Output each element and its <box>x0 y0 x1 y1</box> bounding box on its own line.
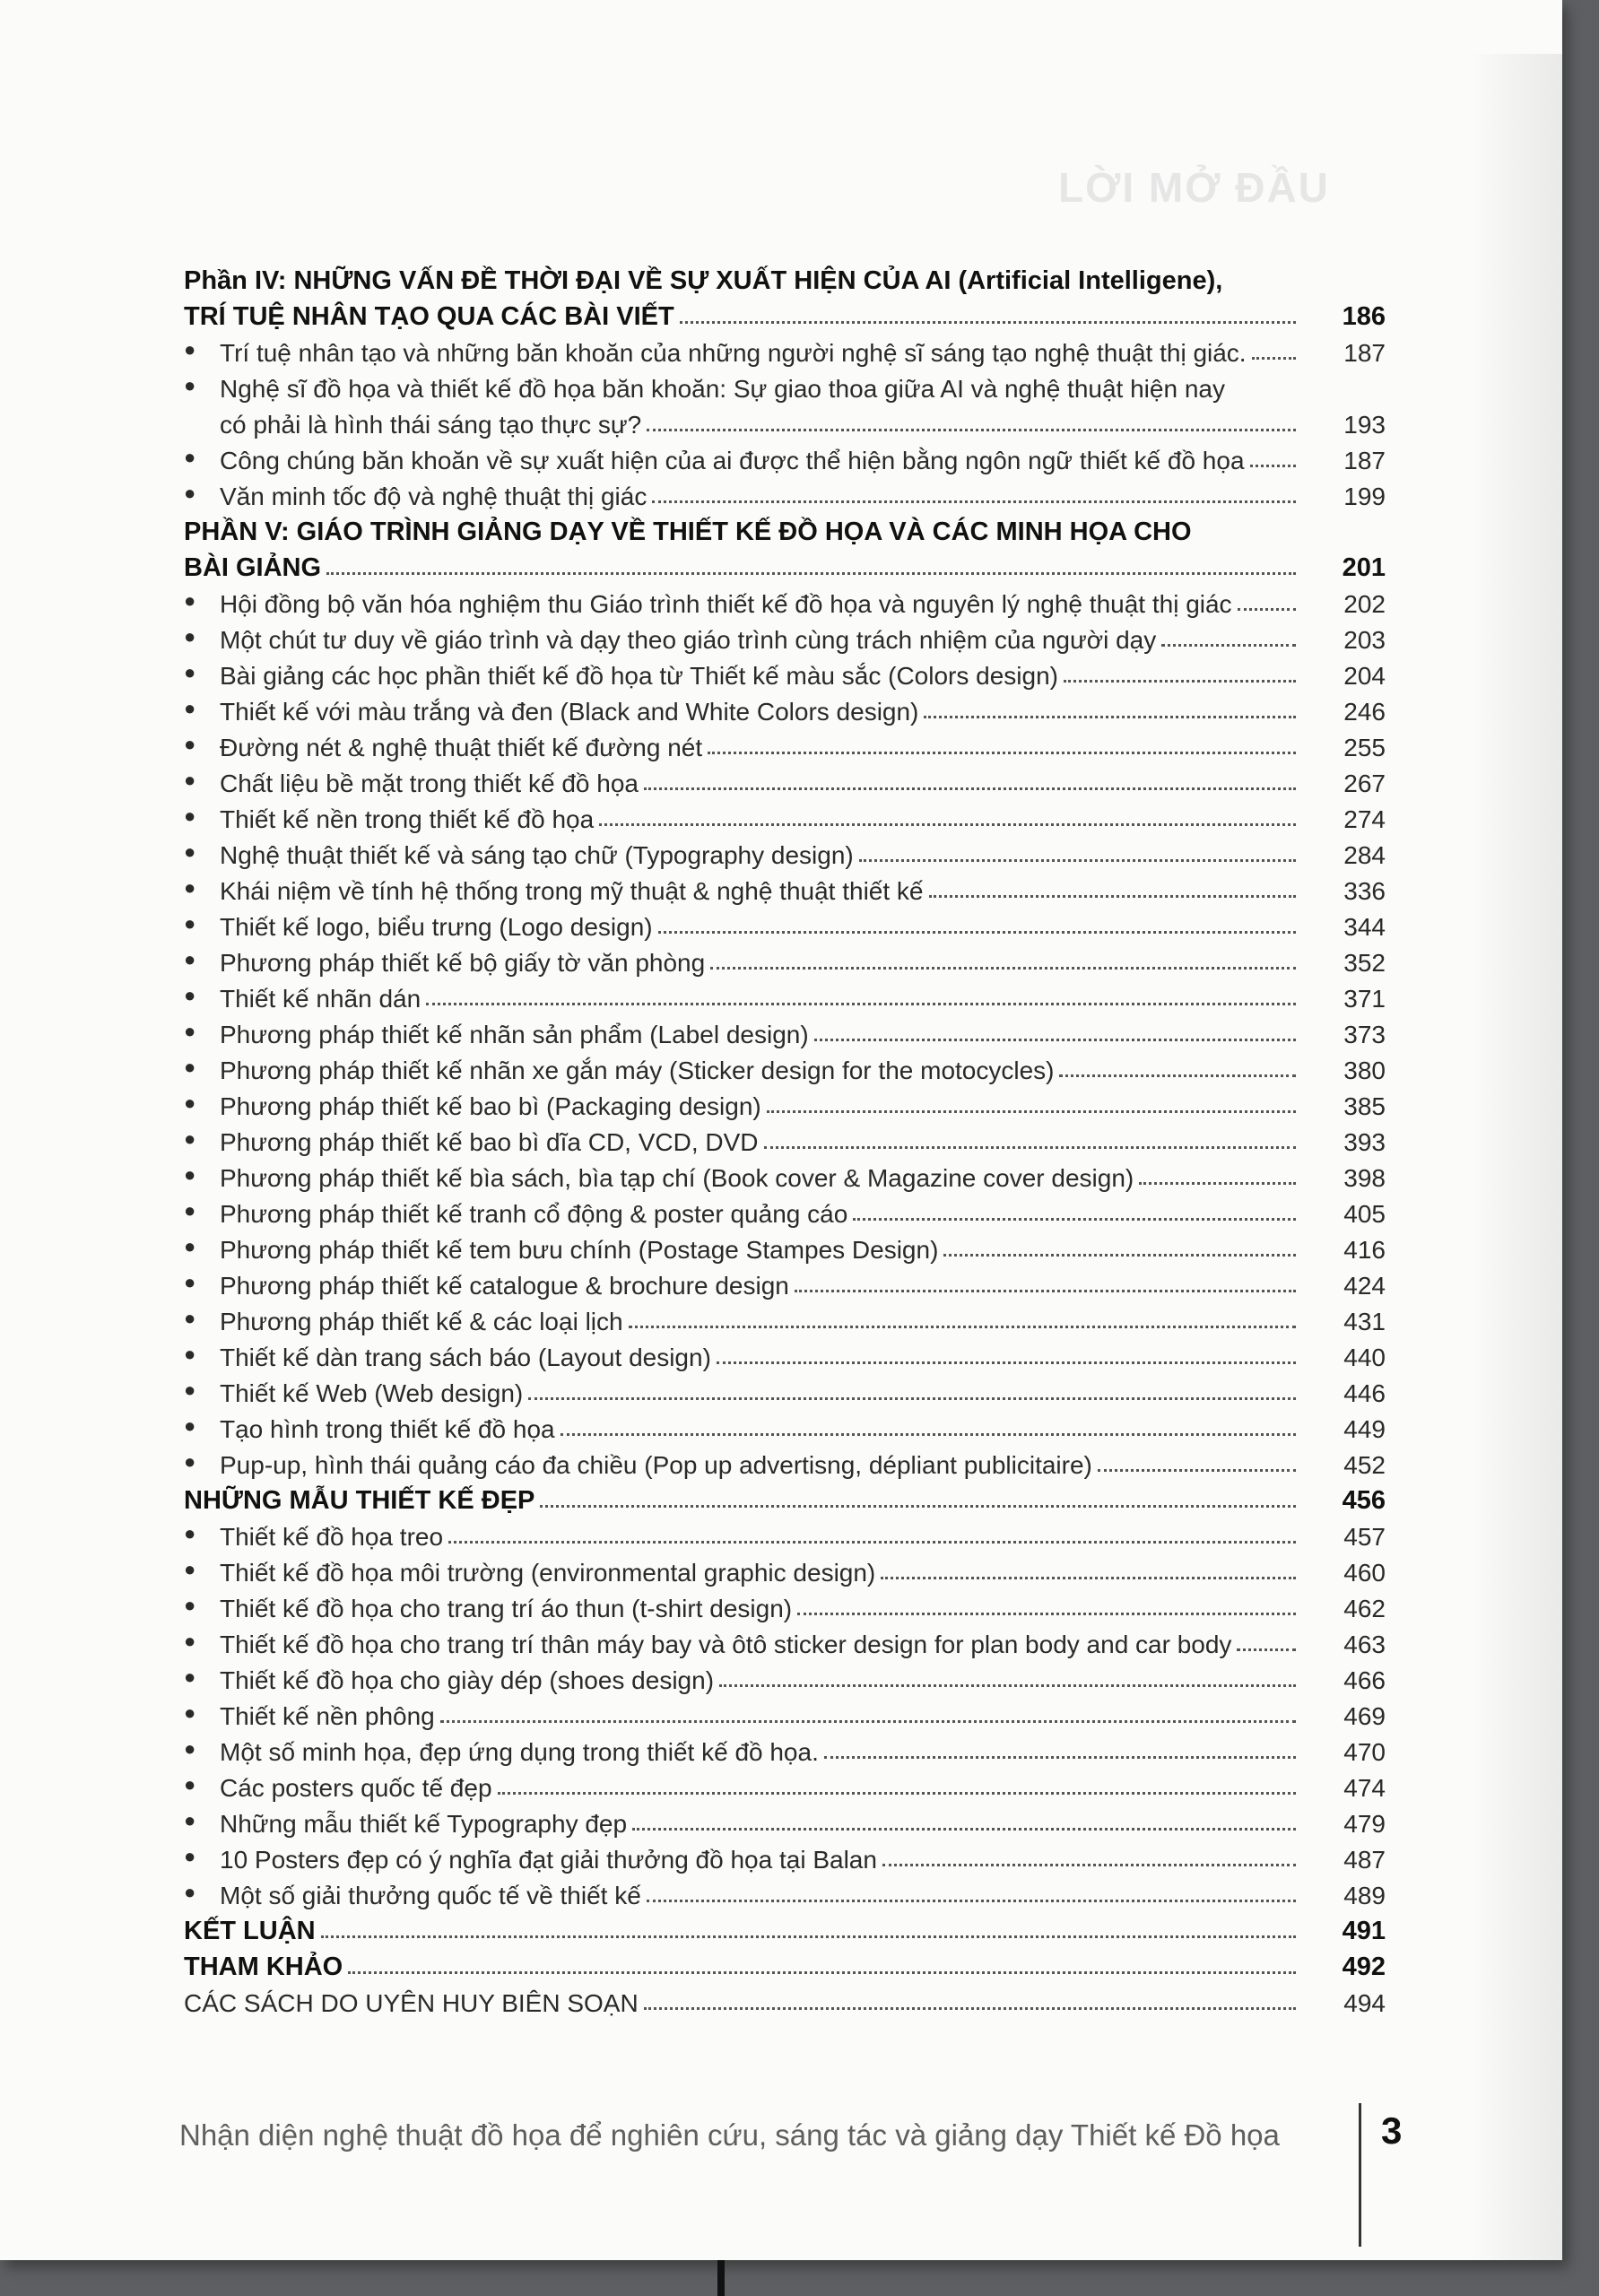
toc-entry-row <box>184 1659 1386 1695</box>
toc-entry-title: Pup-up, hình thái quảng cáo đa chiều (Pop up advertisng, dépliant publicitaire) <box>220 1451 1092 1479</box>
toc-entry-title: Các posters quốc tế đẹp <box>220 1774 492 1802</box>
bullet-icon: ● <box>184 984 196 1006</box>
toc-entry-row <box>184 1372 1386 1408</box>
dot-leader <box>498 1792 1296 1795</box>
toc-entry-title: Tạo hình trong thiết kế đồ họa <box>220 1415 555 1443</box>
toc-entry-title: TRÍ TUỆ NHÂN TẠO QUA CÁC BÀI VIẾT <box>184 302 674 331</box>
bullet-icon: ● <box>184 1235 196 1257</box>
dot-leader <box>853 1218 1296 1221</box>
toc-page-number: 398 <box>1343 1164 1386 1192</box>
dot-leader <box>348 1971 1296 1974</box>
toc-page-number: 385 <box>1343 1092 1386 1120</box>
toc-entry-row <box>184 655 1386 691</box>
toc-entry-title: Phương pháp thiết kế & các loại lịch <box>220 1308 623 1335</box>
toc-page-number: 487 <box>1343 1846 1386 1874</box>
toc-entry-title: Phương pháp thiết kế tem bưu chính (Postage Stampes Design) <box>220 1236 939 1264</box>
toc-page-number: 424 <box>1343 1272 1386 1300</box>
toc-entry-title: Thiết kế Web (Web design) <box>220 1379 524 1407</box>
bullet-icon: ● <box>184 733 196 755</box>
toc-entry-row <box>184 1013 1386 1049</box>
dot-leader <box>321 1935 1296 1938</box>
bullet-icon: ● <box>184 804 196 827</box>
toc-entry-title: Nghệ sĩ đồ họa và thiết kế đồ họa băn khoăn: Sự giao thoa giữa AI và nghệ thuật hiện nay <box>220 375 1225 403</box>
bullet-icon: ● <box>184 1414 196 1437</box>
toc-page-number: 187 <box>1343 339 1386 367</box>
toc-entry-row <box>184 1731 1386 1767</box>
toc-entry-title: Phương pháp thiết kế tranh cổ động & poster quảng cáo <box>220 1200 848 1228</box>
toc-page-number: 457 <box>1343 1523 1386 1551</box>
toc-entry-title: KẾT LUẬN <box>184 1917 316 1945</box>
bullet-icon: ● <box>184 374 196 396</box>
toc-page-number: 470 <box>1343 1738 1386 1766</box>
dot-leader <box>1250 465 1296 467</box>
dot-leader <box>717 1361 1296 1364</box>
dot-leader <box>814 1039 1296 1041</box>
toc-page-number: 460 <box>1343 1559 1386 1587</box>
toc-entry-row <box>184 1444 1386 1480</box>
toc-page-number: 204 <box>1343 662 1386 690</box>
toc-entry-title: Phương pháp thiết kế bìa sách, bìa tạp chí (Book cover & Magazine cover design) <box>220 1164 1134 1192</box>
toc-entry-title: Thiết kế nền phông <box>220 1702 435 1730</box>
dot-leader <box>797 1613 1296 1615</box>
bullet-icon: ● <box>184 1594 196 1616</box>
bullet-icon: ● <box>184 446 196 468</box>
toc-entry-title: Phương pháp thiết kế bao bì (Packaging design) <box>220 1092 761 1120</box>
dot-leader <box>528 1397 1296 1400</box>
toc-page-number: 494 <box>1343 1989 1386 2017</box>
dot-leader <box>644 2007 1296 2010</box>
dot-leader <box>1139 1182 1296 1185</box>
dot-leader <box>647 1900 1296 1902</box>
toc-heading-row <box>184 1946 1386 1982</box>
dot-leader <box>326 572 1296 575</box>
bullet-icon: ● <box>184 1701 196 1724</box>
toc-entry-row <box>184 583 1386 619</box>
page-number: 3 <box>1381 2109 1403 2152</box>
toc-entry-title: Thiết kế nhãn dán <box>220 985 421 1013</box>
toc-entry-title: Chất liệu bề mặt trong thiết kế đồ họa <box>220 770 639 797</box>
dot-leader <box>1059 1074 1296 1077</box>
toc-heading-row <box>184 296 1386 332</box>
bullet-icon: ● <box>184 1271 196 1293</box>
toc-entry-title: BÀI GIẢNG <box>184 553 322 582</box>
bullet-icon: ● <box>184 1343 196 1365</box>
toc-page-number: 491 <box>1342 1917 1386 1945</box>
toc-entry-row <box>184 834 1386 870</box>
toc-entry-title: Bài giảng các học phần thiết kế đồ họa từ Thiết kế màu sắc (Colors design) <box>220 662 1058 690</box>
toc-entry-row <box>184 798 1386 834</box>
toc-page-number: 462 <box>1343 1595 1386 1622</box>
toc-page-number: 201 <box>1342 553 1386 582</box>
toc-entry-row <box>184 1157 1386 1193</box>
toc-entry-title: Thiết kế đồ họa cho giày dép (shoes design) <box>220 1666 715 1694</box>
toc-entry-title: Thiết kế dàn trang sách báo (Layout design) <box>220 1344 711 1371</box>
dot-leader <box>1237 1648 1296 1651</box>
toc-entry-row <box>184 870 1386 906</box>
toc-entry-row <box>184 1695 1386 1731</box>
toc-page-number: 246 <box>1343 698 1386 726</box>
dot-leader <box>795 1290 1296 1292</box>
dot-leader <box>1064 680 1296 683</box>
toc-entry-title: Thiết kế đồ họa treo <box>220 1523 444 1551</box>
dot-leader <box>943 1254 1296 1257</box>
toc-entry-title: 10 Posters đẹp có ý nghĩa đạt giải thưởng đồ họa tại Balan <box>220 1846 877 1874</box>
bullet-icon: ● <box>184 948 196 970</box>
toc-entry-row <box>184 439 1386 475</box>
toc-entry-row <box>184 1839 1386 1874</box>
dot-leader <box>647 429 1296 431</box>
bullet-icon: ● <box>184 1091 196 1114</box>
toc-entry-title: Khái niệm về tính hệ thống trong mỹ thuật & nghệ thuật thiết kế <box>220 877 924 905</box>
bullet-icon: ● <box>184 1378 196 1401</box>
table-of-contents <box>184 260 1386 2018</box>
bullet-icon: ● <box>184 840 196 863</box>
bullet-icon: ● <box>184 1773 196 1796</box>
toc-page-number: 446 <box>1343 1379 1386 1407</box>
toc-entry-title: Thiết kế với màu trắng và đen (Black and White Colors design) <box>220 698 919 726</box>
dot-leader <box>644 787 1296 790</box>
toc-entry-title: Văn minh tốc độ và nghệ thuật thị giác <box>220 483 647 510</box>
dot-leader <box>629 1326 1296 1328</box>
toc-heading-row <box>184 1910 1386 1946</box>
dot-leader <box>881 1577 1296 1579</box>
toc-entry-title: Thiết kế đồ họa cho trang trí áo thun (t-shirt design) <box>220 1595 793 1622</box>
bullet-icon: ● <box>184 1737 196 1760</box>
toc-entry-title: Thiết kế đồ họa cho trang trí thân máy bay và ôtô sticker design for plan body and car body <box>220 1631 1232 1658</box>
bullet-icon: ● <box>184 769 196 791</box>
toc-entry-row <box>184 726 1386 762</box>
toc-page-number: 456 <box>1342 1486 1386 1515</box>
toc-page-number: 352 <box>1343 949 1386 977</box>
bullet-icon: ● <box>184 1881 196 1903</box>
dot-leader <box>680 321 1296 324</box>
toc-page-number: 199 <box>1343 483 1386 510</box>
toc-entry-row <box>184 1587 1386 1623</box>
dot-leader <box>1098 1469 1296 1472</box>
toc-page-number: 203 <box>1343 626 1386 654</box>
toc-entry-row <box>184 475 1386 511</box>
bullet-icon: ● <box>184 482 196 504</box>
toc-entry-row <box>184 1229 1386 1265</box>
bullet-icon: ● <box>184 1845 196 1867</box>
toc-entry-row <box>184 1803 1386 1839</box>
dot-leader <box>882 1864 1296 1866</box>
toc-entry-title: Thiết kế nền trong thiết kế đồ họa <box>220 805 595 833</box>
toc-page-number: 449 <box>1343 1415 1386 1443</box>
show-through-heading: LỜI MỞ ĐẦU <box>1058 164 1330 211</box>
bullet-icon: ● <box>184 1450 196 1473</box>
toc-page-number: 274 <box>1343 805 1386 833</box>
dot-leader <box>426 1003 1296 1005</box>
toc-page-number: 489 <box>1343 1882 1386 1909</box>
toc-heading-row <box>184 547 1386 583</box>
bullet-icon: ● <box>184 1809 196 1831</box>
dot-leader <box>658 931 1296 934</box>
dot-leader <box>708 752 1296 754</box>
toc-entry-row <box>184 942 1386 978</box>
toc-page-number: 187 <box>1343 447 1386 474</box>
dot-leader <box>767 1110 1296 1113</box>
toc-heading-row <box>184 1480 1386 1516</box>
bullet-icon: ● <box>184 1199 196 1222</box>
dot-leader <box>599 823 1296 826</box>
toc-entry-row <box>184 1982 1386 2018</box>
bullet-icon: ● <box>184 589 196 612</box>
toc-entry-title: Nghệ thuật thiết kế và sáng tạo chữ (Typography design) <box>220 841 854 869</box>
dot-leader <box>764 1146 1296 1149</box>
dot-leader <box>632 1828 1296 1831</box>
toc-entry-title: THAM KHẢO <box>184 1952 343 1981</box>
toc-entry-row <box>184 1265 1386 1300</box>
toc-page-number: 267 <box>1343 770 1386 797</box>
toc-entry-row <box>184 1623 1386 1659</box>
toc-page-number: 373 <box>1343 1021 1386 1048</box>
toc-entry-title: Những mẫu thiết kế Typography đẹp <box>220 1810 628 1838</box>
toc-entry-row <box>184 1408 1386 1444</box>
dot-leader <box>924 716 1296 718</box>
dot-leader <box>824 1756 1296 1759</box>
dot-leader <box>929 895 1296 898</box>
toc-entry-title: Phương pháp thiết kế nhãn xe gắn máy (Sticker design for the motocycles) <box>220 1057 1055 1084</box>
bookmark-ribbon <box>717 2260 725 2296</box>
toc-page-number: 255 <box>1343 734 1386 761</box>
toc-page-number: 344 <box>1343 913 1386 941</box>
bullet-icon: ● <box>184 912 196 935</box>
toc-entry-title: CÁC SÁCH DO UYÊN HUY BIÊN SOẠN <box>184 1989 639 2017</box>
toc-entry-title: Trí tuệ nhân tạo và những băn khoăn của những người nghệ sĩ sáng tạo nghệ thuật thị giác. <box>220 339 1247 367</box>
bullet-icon: ● <box>184 1307 196 1329</box>
toc-entry-row <box>184 332 1386 368</box>
toc-entry-title: Một số minh họa, đẹp ứng dụng trong thiết kế đồ họa. <box>220 1738 819 1766</box>
toc-entry-row <box>184 1552 1386 1587</box>
toc-entry-title: Công chúng băn khoăn về sự xuất hiện của ai được thể hiện bằng ngôn ngữ thiết kế đồ họa <box>220 447 1245 474</box>
dot-leader <box>859 859 1296 862</box>
toc-page-number: 440 <box>1343 1344 1386 1371</box>
bullet-icon: ● <box>184 1630 196 1652</box>
toc-page-number: 202 <box>1343 590 1386 618</box>
toc-entry-row <box>184 691 1386 726</box>
dot-leader <box>448 1541 1296 1544</box>
toc-page-number: 371 <box>1343 985 1386 1013</box>
toc-page-number: 463 <box>1343 1631 1386 1658</box>
toc-heading-row <box>184 260 1386 296</box>
toc-entry-row <box>184 906 1386 942</box>
toc-page-number: 466 <box>1343 1666 1386 1694</box>
toc-entry-title: Phương pháp thiết kế bộ giấy tờ văn phòng <box>220 949 706 977</box>
toc-entry-title: Phương pháp thiết kế bao bì dĩa CD, VCD, DVD <box>220 1128 759 1156</box>
toc-page-number: 474 <box>1343 1774 1386 1802</box>
toc-entry-title: Phần IV: NHỮNG VẤN ĐỀ THỜI ĐẠI VỀ SỰ XUẤT HIỆN CỦA AI (Artificial Intelligene), <box>184 266 1223 295</box>
toc-entry-title: Hội đồng bộ văn hóa nghiệm thu Giáo trình thiết kế đồ họa và nguyên lý nghệ thuật thị giác <box>220 590 1232 618</box>
bullet-icon: ● <box>184 876 196 899</box>
dot-leader <box>1252 357 1296 360</box>
dot-leader <box>719 1684 1296 1687</box>
toc-entry-title: NHỮNG MẪU THIẾT KẾ ĐẸP <box>184 1486 535 1515</box>
bullet-icon: ● <box>184 625 196 648</box>
toc-entry-title: Thiết kế đồ họa môi trường (environmental graphic design) <box>220 1559 876 1587</box>
bullet-icon: ● <box>184 1127 196 1150</box>
toc-heading-row <box>184 511 1386 547</box>
toc-entry-row <box>184 978 1386 1013</box>
bullet-icon: ● <box>184 697 196 719</box>
toc-entry-title: Đường nét & nghệ thuật thiết kế đường nét <box>220 734 703 761</box>
toc-page-number: 284 <box>1343 841 1386 869</box>
toc-entry-row <box>184 1085 1386 1121</box>
toc-entry-row <box>184 1516 1386 1552</box>
toc-entry-row <box>184 1767 1386 1803</box>
toc-entry-row <box>184 404 1386 439</box>
footer-divider <box>1359 2103 1361 2247</box>
toc-entry-title: Một chút tư duy về giáo trình và dạy theo giáo trình cùng trách nhiệm của người dạy <box>220 626 1157 654</box>
toc-page-number: 469 <box>1343 1702 1386 1730</box>
toc-entry-row <box>184 1193 1386 1229</box>
toc-entry-row <box>184 762 1386 798</box>
bullet-icon: ● <box>184 1020 196 1042</box>
footer-book-title: Nhận diện nghệ thuật đồ họa để nghiên cứu, sáng tác và giảng dạy Thiết kế Đồ họa <box>179 2118 1280 2152</box>
toc-page-number: 431 <box>1343 1308 1386 1335</box>
toc-page-number: 393 <box>1343 1128 1386 1156</box>
toc-page-number: 492 <box>1342 1952 1386 1981</box>
toc-entry-row <box>184 1874 1386 1910</box>
toc-page-number: 193 <box>1343 411 1386 439</box>
dot-leader <box>1238 608 1296 611</box>
dot-leader <box>1161 644 1296 647</box>
toc-page-number: 416 <box>1343 1236 1386 1264</box>
toc-entry-title: Phương pháp thiết kế catalogue & brochure design <box>220 1272 789 1300</box>
toc-entry-row <box>184 1336 1386 1372</box>
toc-entry-row <box>184 1121 1386 1157</box>
toc-page-number: 479 <box>1343 1810 1386 1838</box>
dot-leader <box>540 1505 1296 1508</box>
dot-leader <box>710 967 1296 970</box>
dot-leader <box>561 1433 1296 1436</box>
dot-leader <box>440 1720 1296 1723</box>
toc-page-number: 336 <box>1343 877 1386 905</box>
toc-entry-row <box>184 1300 1386 1336</box>
dot-leader <box>652 500 1296 503</box>
bullet-icon: ● <box>184 1558 196 1580</box>
bullet-icon: ● <box>184 661 196 683</box>
page-curl-shadow <box>1471 54 1562 2260</box>
toc-entry-title: Phương pháp thiết kế nhãn sản phẩm (Label design) <box>220 1021 809 1048</box>
toc-entry-title: có phải là hình thái sáng tạo thực sự? <box>220 411 642 439</box>
bullet-icon: ● <box>184 1522 196 1544</box>
toc-entry-title: PHẦN V: GIÁO TRÌNH GIẢNG DẠY VỀ THIẾT KẾ ĐỒ HỌA VÀ CÁC MINH HỌA CHO <box>184 517 1192 546</box>
toc-entry-row <box>184 1049 1386 1085</box>
toc-page-number: 452 <box>1343 1451 1386 1479</box>
bullet-icon: ● <box>184 1665 196 1688</box>
toc-page-number: 186 <box>1342 302 1386 331</box>
toc-entry-row <box>184 619 1386 655</box>
toc-page-number: 380 <box>1343 1057 1386 1084</box>
toc-page-number: 405 <box>1343 1200 1386 1228</box>
bullet-icon: ● <box>184 1056 196 1078</box>
toc-entry-row <box>184 368 1386 404</box>
toc-entry-title: Một số giải thưởng quốc tế về thiết kế <box>220 1882 641 1909</box>
bullet-icon: ● <box>184 338 196 361</box>
toc-entry-title: Thiết kế logo, biểu trưng (Logo design) <box>220 913 653 941</box>
bullet-icon: ● <box>184 1163 196 1186</box>
